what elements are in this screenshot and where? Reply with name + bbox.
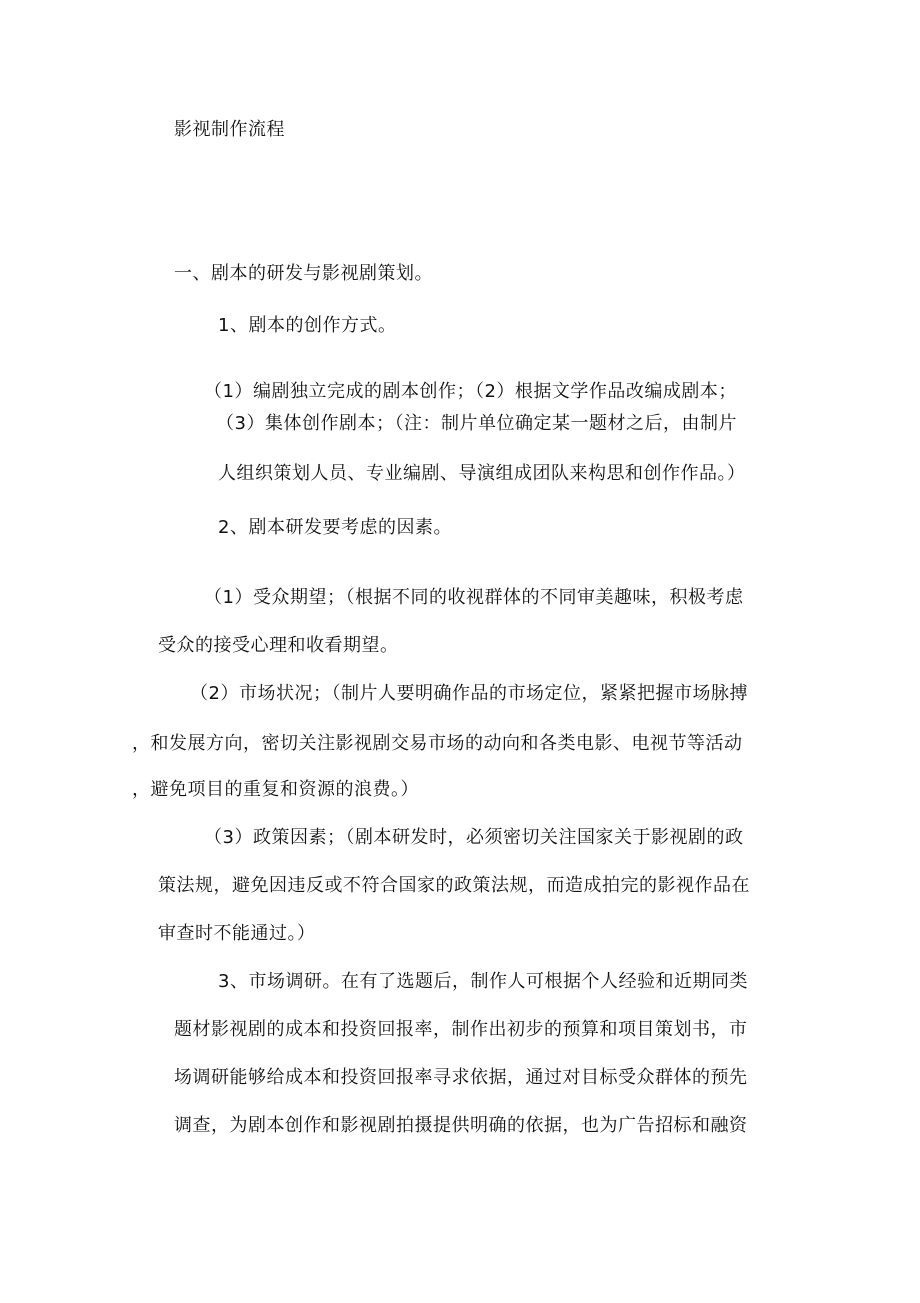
document-title: 影视制作流程 xyxy=(174,119,285,140)
paragraph-line: （3）集体创作剧本；（注：制片单位确定某一题材之后，由制片 xyxy=(216,413,737,434)
paragraph-line: 场调研能够给成本和投资回报率寻求依据，通过对目标受众群体的预先 xyxy=(174,1067,748,1088)
subsection-heading: 1、剧本的创作方式。 xyxy=(218,315,397,336)
paragraph-line: 受众的接受心理和收看期望。 xyxy=(158,635,399,656)
paragraph-line: （1）编剧独立完成的剧本创作；（2）根据文学作品改编成剧本； xyxy=(204,381,737,402)
paragraph-line: （3）政策因素；（剧本研发时，必须密切关注国家关于影视剧的政 xyxy=(204,827,744,848)
paragraph-line: 3、市场调研。在有了选题后，制作人可根据个人经验和近期同类 xyxy=(218,971,748,992)
paragraph-line: （2）市场状况；（制片人要明确作品的市场定位，紧紧把握市场脉搏 xyxy=(190,683,748,704)
paragraph-line: 题材影视剧的成本和投资回报率，制作出初步的预算和项目策划书，市 xyxy=(174,1019,748,1040)
section-heading: 一、剧本的研发与影视剧策划。 xyxy=(174,263,433,284)
subsection-heading: 2、剧本研发要考虑的因素。 xyxy=(218,517,452,538)
paragraph-line: ，和发展方向，密切关注影视剧交易市场的动向和各类电影、电视节等活动 xyxy=(132,733,743,754)
paragraph-line: ，避免项目的重复和资源的浪费。） xyxy=(132,779,419,800)
paragraph-line: 人组织策划人员、专业编剧、导演组成团队来构思和创作作品。） xyxy=(218,463,746,484)
paragraph-line: 策法规，避免因违反或不符合国家的政策法规，而造成拍完的影视作品在 xyxy=(158,875,750,896)
paragraph-line: 审查时不能通过。） xyxy=(158,923,316,944)
paragraph-line: （1）受众期望；（根据不同的收视群体的不同审美趣味，积极考虑 xyxy=(204,587,744,608)
paragraph-line: 调查，为剧本创作和影视剧拍摄提供明确的依据，也为广告招标和融资 xyxy=(174,1115,748,1136)
